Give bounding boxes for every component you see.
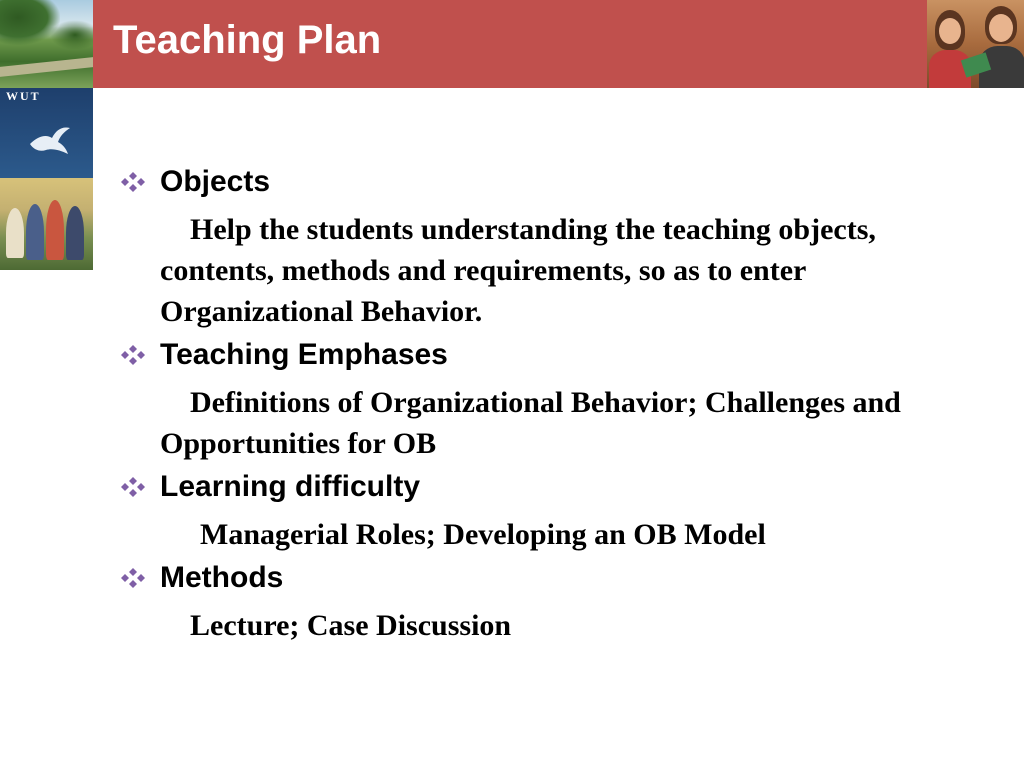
left-decoration-strip <box>0 0 93 270</box>
section-body: Definitions of Organizational Behavior; Challenges and Opportunities for OB <box>160 386 901 460</box>
bullet-row <box>120 165 980 199</box>
section-teaching-emphases <box>120 338 980 464</box>
crane-logo-icon <box>28 122 72 158</box>
diamond-bullet-icon <box>120 567 146 589</box>
section-methods <box>120 561 980 646</box>
bullet-row <box>120 561 980 595</box>
section-body: Managerial Roles; Developing an OB Model <box>200 518 766 551</box>
section-heading: Methods <box>160 561 284 594</box>
diamond-bullet-icon <box>120 476 146 498</box>
title-bar <box>93 0 927 88</box>
section-learning-difficulty <box>120 470 980 555</box>
bullet-row <box>120 470 980 504</box>
campus-landscape-photo <box>0 0 93 88</box>
diamond-bullet-icon <box>120 171 146 193</box>
university-logo-text: WUT <box>6 89 41 103</box>
section-objects <box>120 165 980 332</box>
section-heading: Objects <box>160 165 271 198</box>
page-title: Teaching Plan <box>113 18 382 62</box>
diamond-bullet-icon <box>120 344 146 366</box>
students-group-photo <box>0 178 93 270</box>
section-heading: Teaching Emphases <box>160 338 448 371</box>
bullet-row <box>120 338 980 372</box>
students-reading-photo <box>927 0 1024 88</box>
section-body: Help the students understanding the teaching objects, contents, methods and requirements, so as to enter Organizational Behavior. <box>160 213 876 328</box>
section-body: Lecture; Case Discussion <box>190 609 512 642</box>
content-area <box>120 165 980 646</box>
section-heading: Learning difficulty <box>160 470 421 503</box>
